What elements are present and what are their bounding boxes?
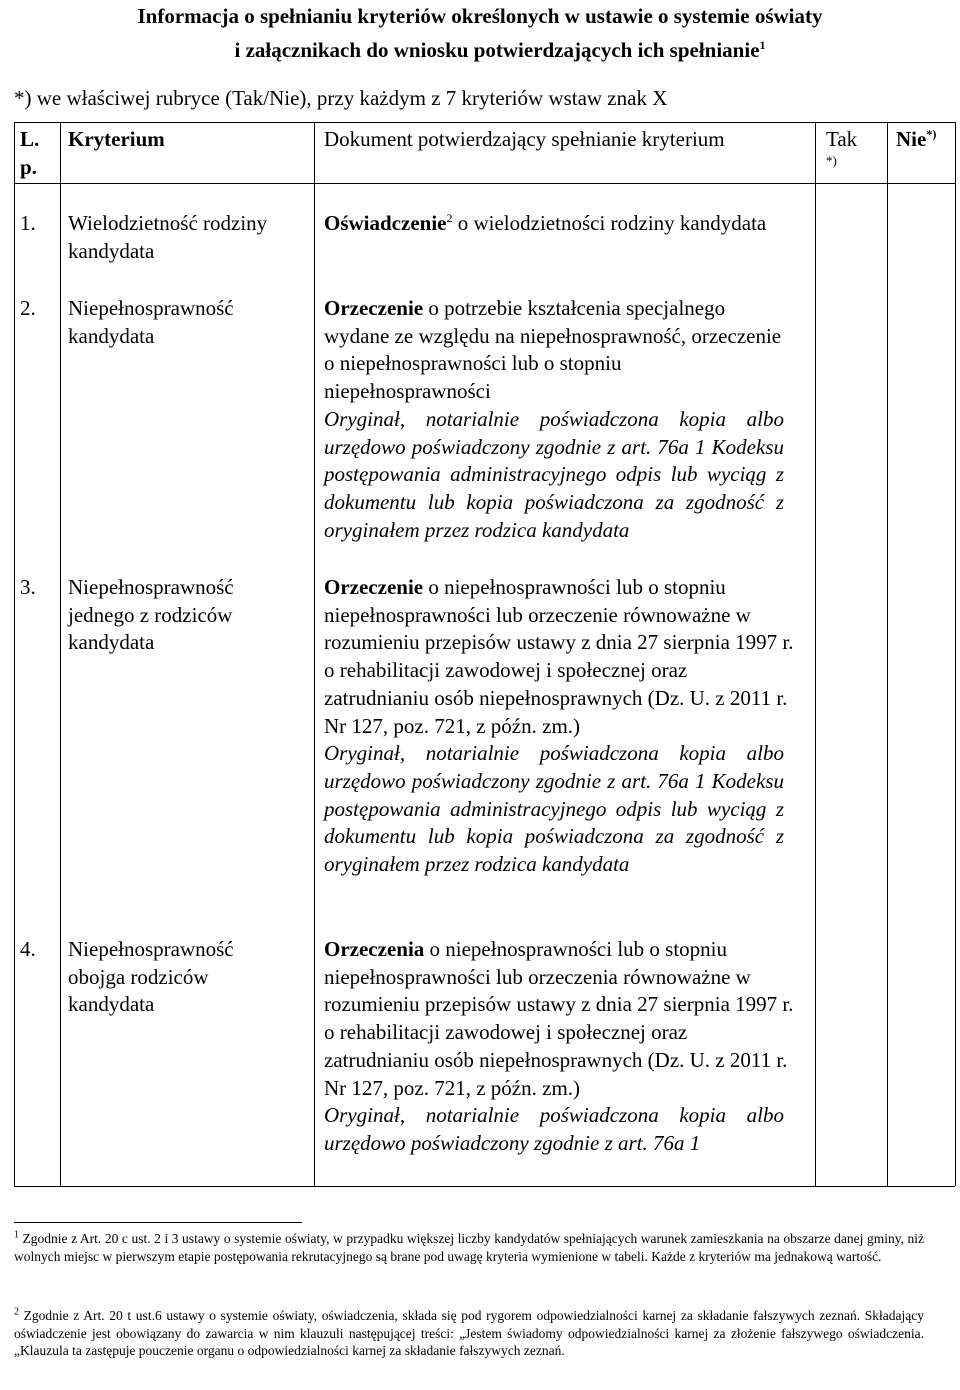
instruction-text: *) we właściwej rubryce (Tak/Nie), przy każdym z 7 kryteriów wstaw znak X — [14, 86, 668, 110]
row-1-footnote-ref[interactable]: 2 — [446, 211, 453, 225]
header-kryterium: Kryterium — [68, 127, 165, 151]
row-3-document — [324, 574, 796, 879]
row-2-criterion: Niepełnosprawność kandydata — [68, 296, 234, 348]
header-nie — [896, 126, 956, 154]
row-3-doc-note: Oryginał, notarialnie poświadczona kopia albo urzędowo poświadczony zgodnie z art. 76a 1 Kodeksu postępowania administracyjnego odpis lub wyciąg z dokumentu lub kopia poświadczona za zgodność z oryginałem przez rodzica kandydata — [324, 741, 784, 877]
footnote-1-text: Zgodnie z Art. 20 c ust. 2 i 3 ustawy o systemie oświaty, w przypadku większej liczby kandydatów spełniających warunek zamieszkania na obszarze danej gminy, niż wolnych miejsc w pierwszym etapie postępowania rekrutacyjnego są brane pod uwagę kryteria wymienione w tabeli. Każde z kryteriów ma jednakową wartość. — [14, 1231, 924, 1264]
row-2-doc-text: o potrzebie kształcenia specjalnego wydane ze względu na niepełnosprawność, orzeczenie o niepełnosprawności lub o stopniu niepełnosprawności — [324, 296, 782, 404]
row-2-tak-cell[interactable] — [816, 290, 886, 570]
row-4-nie-cell[interactable] — [888, 934, 954, 1184]
row-2-doc-note: Oryginał, notarialnie poświadczona kopia albo urzędowo poświadczony zgodnie z art. 76a 1 Kodeksu postępowania administracyjnego odpis lub wyciąg z dokumentu lub kopia poświadczona za zgodność z oryginałem przez rodzica kandydata — [324, 406, 784, 542]
footnote-2-marker: 2 — [14, 1306, 19, 1318]
row-4-tak-cell[interactable] — [816, 934, 886, 1184]
header-tak-label: Tak — [826, 127, 858, 151]
title-footnote-ref[interactable]: 1 — [759, 38, 766, 52]
row-4-doc-note: Oryginał, notarialnie poświadczona kopia albo urzędowo poświadczony zgodnie z art. 76a 1 — [324, 1103, 784, 1155]
header-dokument: Dokument potwierdzający spełnianie kryterium — [324, 127, 725, 151]
header-nie-sup: *) — [926, 127, 937, 141]
page-title — [0, 2, 960, 30]
header-tak-sup: *) — [826, 152, 837, 168]
row-3-doc-bold: Orzeczenie — [324, 575, 424, 599]
row-1-doc-text: o wielodzietności rodziny kandydata — [452, 211, 767, 235]
page-title-line-2 — [20, 36, 960, 64]
header-tak — [826, 126, 886, 168]
row-4-doc-text: o niepełnosprawności lub o stopniu niepełnosprawności lub orzeczenia równoważne w rozumieniu przepisów ustawy z dnia 27 sierpnia 1997 r. o rehabilitacji zawodowej i społecznej oraz zatrudnianiu osób niepełnosprawnych (Dz. U. z 2011 r. Nr 127, poz. 721, z późn. zm.) — [324, 937, 794, 1100]
header-lp: L. p. — [20, 127, 40, 179]
row-1-tak-cell[interactable] — [816, 184, 886, 284]
row-3-nie-cell[interactable] — [888, 572, 954, 932]
footnote-2-text: Zgodnie z Art. 20 t ust.6 ustawy o systemie oświaty, oświadczenia, składa się pod rygorem odpowiedzialności karnej za składanie fałszywych zeznań. Składający oświadczenie jest obowiązany do zawarcia w nim klauzuli następującej treści: „Jestem świadomy odpowiedzialności karnej za złożenie fałszywego oświadczenia.„Klauzula ta zastępuje pouczenie organu o odpowiedzialności karnej za składanie fałszywych zeznań. — [14, 1308, 924, 1358]
row-2-doc-bold: Orzeczenie — [324, 296, 424, 320]
row-4-criterion: Niepełnosprawność obojga rodziców kandydata — [68, 937, 234, 1017]
row-1-document — [324, 210, 809, 238]
title-line-1: Informacja o spełnianiu kryteriów określonych w ustawie o systemie oświaty — [137, 4, 823, 28]
row-2-nie-cell[interactable] — [888, 290, 954, 570]
header-nie-label: Nie — [896, 127, 927, 151]
row-4-num: 4. — [20, 937, 36, 961]
row-1-doc-bold: Oświadczenie — [324, 211, 447, 235]
row-2-num: 2. — [20, 296, 36, 320]
row-1-num: 1. — [20, 211, 36, 235]
row-4-document — [324, 936, 796, 1158]
footnote-1-marker: 1 — [14, 1229, 19, 1241]
row-1-criterion: Wielodzietność rodziny kandydata — [68, 211, 268, 263]
row-3-tak-cell[interactable] — [816, 572, 886, 932]
row-4-doc-bold: Orzeczenia — [324, 937, 425, 961]
row-3-num: 3. — [20, 575, 36, 599]
row-2-document — [324, 295, 792, 544]
row-3-doc-text: o niepełnosprawności lub o stopniu niepełnosprawności lub orzeczenie równoważne w rozumieniu przepisów ustawy z dnia 27 sierpnia 1997 r. o rehabilitacji zawodowej i społecznej oraz zatrudnianiu osób niepełnosprawnych (Dz. U. z 2011 r. Nr 127, poz. 721, z późn. zm.) — [324, 575, 794, 738]
footnote-separator — [14, 1222, 302, 1223]
footnote-2 — [14, 1307, 924, 1360]
row-1-nie-cell[interactable] — [888, 184, 954, 284]
title-line-2: i załącznikach do wniosku potwierdzających ich spełnianie — [234, 38, 760, 62]
row-3-criterion: Niepełnosprawność jednego z rodziców kandydata — [68, 575, 234, 655]
footnote-1 — [14, 1230, 924, 1265]
